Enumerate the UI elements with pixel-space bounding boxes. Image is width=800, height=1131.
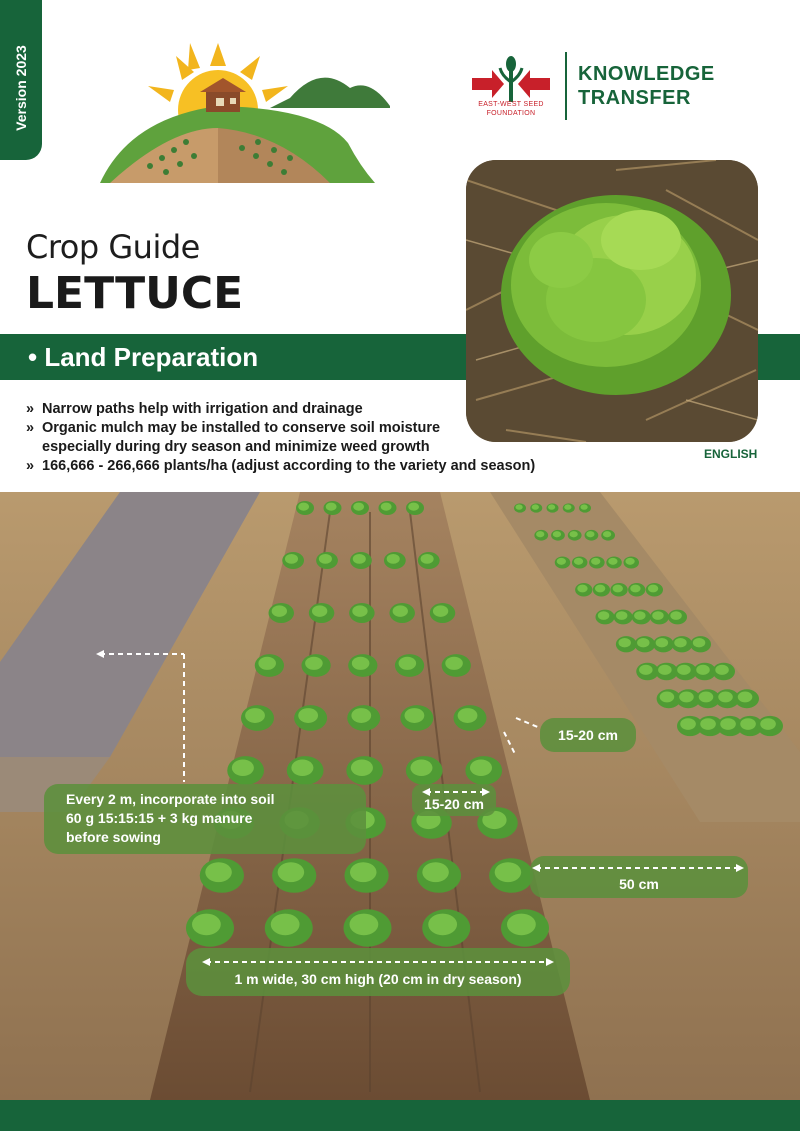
lettuce-plant-highlight <box>670 611 681 620</box>
fertilizer-line3: before sowing <box>66 829 161 845</box>
program-line2: TRANSFER <box>578 87 691 109</box>
row-spacing-callout <box>540 718 636 752</box>
logo-divider <box>565 52 567 120</box>
version-label: Version 2023 <box>13 45 29 131</box>
lettuce-plant-highlight <box>720 718 736 730</box>
lettuce-plant-highlight <box>564 504 571 509</box>
lettuce-plant-highlight <box>470 759 492 776</box>
farm-sun-illustration <box>90 38 400 188</box>
lettuce-plant-highlight <box>700 718 716 730</box>
lettuce-plant-highlight <box>516 504 523 509</box>
lettuce-plant-highlight <box>656 638 668 647</box>
lettuce-plant-highlight <box>326 503 337 511</box>
lettuce-plant-highlight <box>353 554 366 564</box>
lettuce-plant-highlight <box>298 503 309 511</box>
lettuce-plant-highlight <box>718 691 733 702</box>
lettuce-plant-highlight <box>408 503 419 511</box>
lettuce-plant-highlight <box>598 611 609 620</box>
lettuce-plant-highlight <box>507 914 536 936</box>
lettuce-plant-highlight <box>660 691 675 702</box>
lettuce-plant-highlight <box>319 554 332 564</box>
lettuce-plant-highlight <box>271 914 300 936</box>
lettuce-plant-highlight <box>305 657 323 670</box>
lettuce-plant-highlight <box>312 605 327 616</box>
path-width-callout <box>530 856 748 898</box>
lettuce-plant-highlight <box>272 605 287 616</box>
lettuce-plant-highlight <box>608 558 617 565</box>
lettuce-plant-highlight <box>586 531 594 537</box>
lettuce-plant-highlight <box>428 914 457 936</box>
lettuce-plant-highlight <box>536 531 544 537</box>
lettuce-plant-highlight <box>603 531 611 537</box>
bullet-item: » 166,666 - 266,666 plants/ha (adjust according to the variety and season) <box>26 457 742 476</box>
lettuce-plant-highlight <box>399 657 417 670</box>
lettuce-plant-highlight <box>613 585 623 593</box>
lettuce-plant-highlight <box>353 503 364 511</box>
fertilizer-callout <box>44 784 366 854</box>
lettuce-plant-highlight <box>445 657 463 670</box>
lettuce-plant-highlight <box>760 718 776 730</box>
lettuce-plant-highlight <box>618 638 630 647</box>
lettuce-plant-highlight <box>679 691 694 702</box>
footer-bar <box>0 1100 800 1131</box>
lettuce-plant-highlight <box>639 665 653 675</box>
lettuce-plant-highlight <box>616 611 627 620</box>
lettuce-plant-highlight <box>351 708 371 723</box>
lettuce-plant-highlight <box>581 504 588 509</box>
lettuce-plant-highlight <box>350 914 379 936</box>
lettuce-plant-highlight <box>577 585 587 593</box>
lettuce-plant-highlight <box>738 691 753 702</box>
lettuce-plant-highlight <box>652 611 663 620</box>
lettuce-plant-highlight <box>405 708 425 723</box>
lettuce-plant-highlight <box>393 605 408 616</box>
bed-size-value: 1 m wide, 30 cm high (20 cm in dry season) <box>234 971 522 987</box>
lettuce-plant-highlight <box>591 558 600 565</box>
lettuce-plant-highlight <box>387 554 400 564</box>
lettuce-plant-highlight <box>693 638 705 647</box>
lettuce-plant-highlight <box>595 585 605 593</box>
fertilizer-line1: Every 2 m, incorporate into soil <box>66 791 275 807</box>
version-tab <box>0 0 42 160</box>
lettuce-plant-highlight <box>674 638 686 647</box>
lettuce-plant-highlight <box>258 657 276 670</box>
section-title: • Land Preparation <box>28 342 259 372</box>
row-spacing-value: 15-20 cm <box>558 727 618 743</box>
lettuce-plant-highlight <box>232 759 254 776</box>
plant-spacing-callout <box>412 784 496 816</box>
lettuce-plant-highlight <box>350 862 377 882</box>
lettuce-plant-highlight <box>548 504 555 509</box>
lettuce-plant-highlight <box>205 862 232 882</box>
lettuce-plant-highlight <box>291 759 313 776</box>
plant-spacing-value: 15-20 cm <box>424 796 484 812</box>
lettuce-plant-highlight <box>381 503 392 511</box>
lettuce-plant-highlight <box>696 665 710 675</box>
field-photo <box>0 492 800 1100</box>
lettuce-plant-highlight <box>680 718 696 730</box>
doc-subtitle: Crop Guide <box>26 228 200 266</box>
lettuce-plant-highlight <box>648 585 658 593</box>
lettuce-plant-highlight <box>553 531 561 537</box>
doc-title: LETTUCE <box>26 268 244 319</box>
lettuce-plant-highlight <box>495 862 522 882</box>
lettuce-plant-highlight <box>298 708 318 723</box>
lettuce-plant-highlight <box>285 554 298 564</box>
lettuce-plant-highlight <box>570 531 578 537</box>
lettuce-plant-highlight <box>278 862 305 882</box>
lettuce-plant-highlight <box>433 605 448 616</box>
lettuce-plant-highlight <box>352 657 370 670</box>
lettuce-plant-highlight <box>557 558 566 565</box>
lettuce-plant-highlight <box>352 605 367 616</box>
lettuce-plant-highlight <box>625 558 634 565</box>
lettuce-plant-highlight <box>410 759 432 776</box>
org-name-line1: EAST-WEST SEED <box>478 101 544 108</box>
knowledge-transfer-label <box>578 62 715 110</box>
path-width-value: 50 cm <box>619 876 659 892</box>
program-line1: KNOWLEDGE <box>578 63 715 85</box>
bullet-item: » Narrow paths help with irrigation and drainage <box>26 400 616 419</box>
lettuce-plant-highlight <box>422 862 449 882</box>
lettuce-plant-highlight <box>192 914 221 936</box>
lettuce-plant-highlight <box>637 638 649 647</box>
language-label: ENGLISH <box>704 447 758 461</box>
lettuce-plant-highlight <box>677 665 691 675</box>
lettuce-plant-highlight <box>634 611 645 620</box>
lettuce-plant-highlight <box>658 665 672 675</box>
lettuce-plant-highlight <box>715 665 729 675</box>
org-name <box>462 100 560 118</box>
lettuce-plant-highlight <box>699 691 714 702</box>
org-name-line2: FOUNDATION <box>486 110 536 117</box>
lettuce-plant-highlight <box>532 504 539 509</box>
lettuce-plant-highlight <box>245 708 265 723</box>
lettuce-plant-highlight <box>458 708 478 723</box>
bullet-item: » Organic mulch may be installed to conserve soil moisture especially during dry season and minimize weed growth <box>26 419 472 457</box>
lettuce-plant-highlight <box>630 585 640 593</box>
fertilizer-line2: 60 g 15:15:15 + 3 kg manure <box>66 810 253 826</box>
lettuce-plant-highlight <box>421 554 434 564</box>
lettuce-plant-highlight <box>740 718 756 730</box>
lettuce-plant-highlight <box>351 759 373 776</box>
bed-size-callout <box>186 948 570 996</box>
bullet-list <box>26 400 616 476</box>
lettuce-plant-highlight <box>574 558 583 565</box>
